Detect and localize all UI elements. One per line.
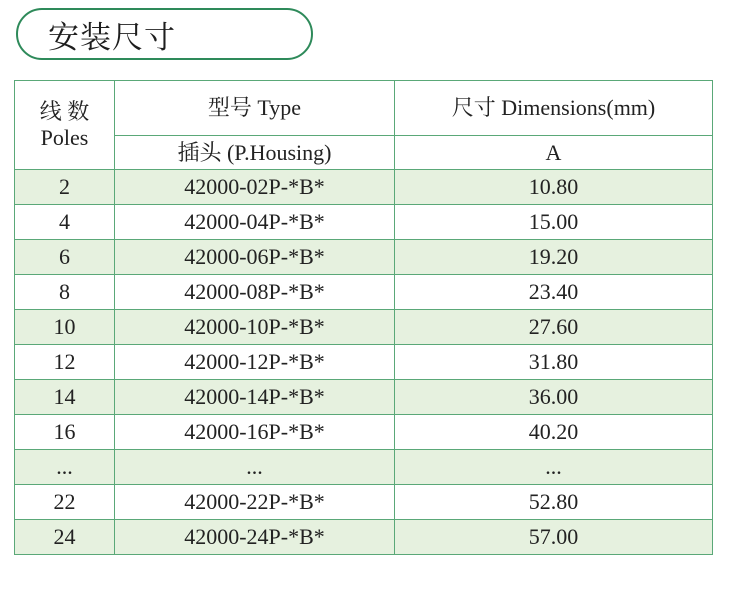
section-title <box>16 8 313 60</box>
poles-cell: 8 <box>15 275 115 310</box>
dimensions-table <box>14 80 713 555</box>
poles-cell: 14 <box>15 380 115 415</box>
dim-a-cell: 10.80 <box>395 170 713 205</box>
housing-header: 插头 (P.Housing) <box>115 136 395 170</box>
poles-cell: 16 <box>15 415 115 450</box>
poles-cell: 4 <box>15 205 115 240</box>
table-row <box>15 520 713 555</box>
poles-cell: ... <box>15 450 115 485</box>
poles-cell: 6 <box>15 240 115 275</box>
type-cell: 42000-08P-*B* <box>115 275 395 310</box>
poles-header-en: Poles <box>40 125 89 150</box>
type-cell: 42000-12P-*B* <box>115 345 395 380</box>
dim-a-cell: 31.80 <box>395 345 713 380</box>
poles-cell: 22 <box>15 485 115 520</box>
type-cell: 42000-16P-*B* <box>115 415 395 450</box>
type-cell: 42000-10P-*B* <box>115 310 395 345</box>
table-row <box>15 170 713 205</box>
table-row <box>15 415 713 450</box>
poles-header <box>15 81 115 170</box>
dim-a-cell: 40.20 <box>395 415 713 450</box>
dim-a-header: A <box>395 136 713 170</box>
type-cell: 42000-24P-*B* <box>115 520 395 555</box>
type-cell: 42000-22P-*B* <box>115 485 395 520</box>
table-row <box>15 240 713 275</box>
dim-a-cell: 15.00 <box>395 205 713 240</box>
header-row <box>15 81 713 136</box>
type-cell: 42000-04P-*B* <box>115 205 395 240</box>
poles-cell: 12 <box>15 345 115 380</box>
dim-a-cell: 27.60 <box>395 310 713 345</box>
table-row <box>15 450 713 485</box>
poles-cell: 10 <box>15 310 115 345</box>
dim-a-cell: 19.20 <box>395 240 713 275</box>
dim-a-cell: 57.00 <box>395 520 713 555</box>
type-cell: 42000-14P-*B* <box>115 380 395 415</box>
table-row <box>15 380 713 415</box>
dim-a-cell: ... <box>395 450 713 485</box>
table-row <box>15 345 713 380</box>
subheader-row <box>15 136 713 170</box>
type-cell: 42000-02P-*B* <box>115 170 395 205</box>
table-row <box>15 310 713 345</box>
poles-cell: 2 <box>15 170 115 205</box>
dim-a-cell: 23.40 <box>395 275 713 310</box>
table-row <box>15 485 713 520</box>
section-title-text: 安装尺寸 <box>48 19 176 55</box>
poles-header-cn: 线 数 <box>39 99 90 124</box>
dimensions-header: 尺寸 Dimensions(mm) <box>395 81 713 136</box>
dim-a-cell: 52.80 <box>395 485 713 520</box>
type-header: 型号 Type <box>115 81 395 136</box>
table-row <box>15 275 713 310</box>
poles-cell: 24 <box>15 520 115 555</box>
type-cell: ... <box>115 450 395 485</box>
dim-a-cell: 36.00 <box>395 380 713 415</box>
table-row <box>15 205 713 240</box>
type-cell: 42000-06P-*B* <box>115 240 395 275</box>
